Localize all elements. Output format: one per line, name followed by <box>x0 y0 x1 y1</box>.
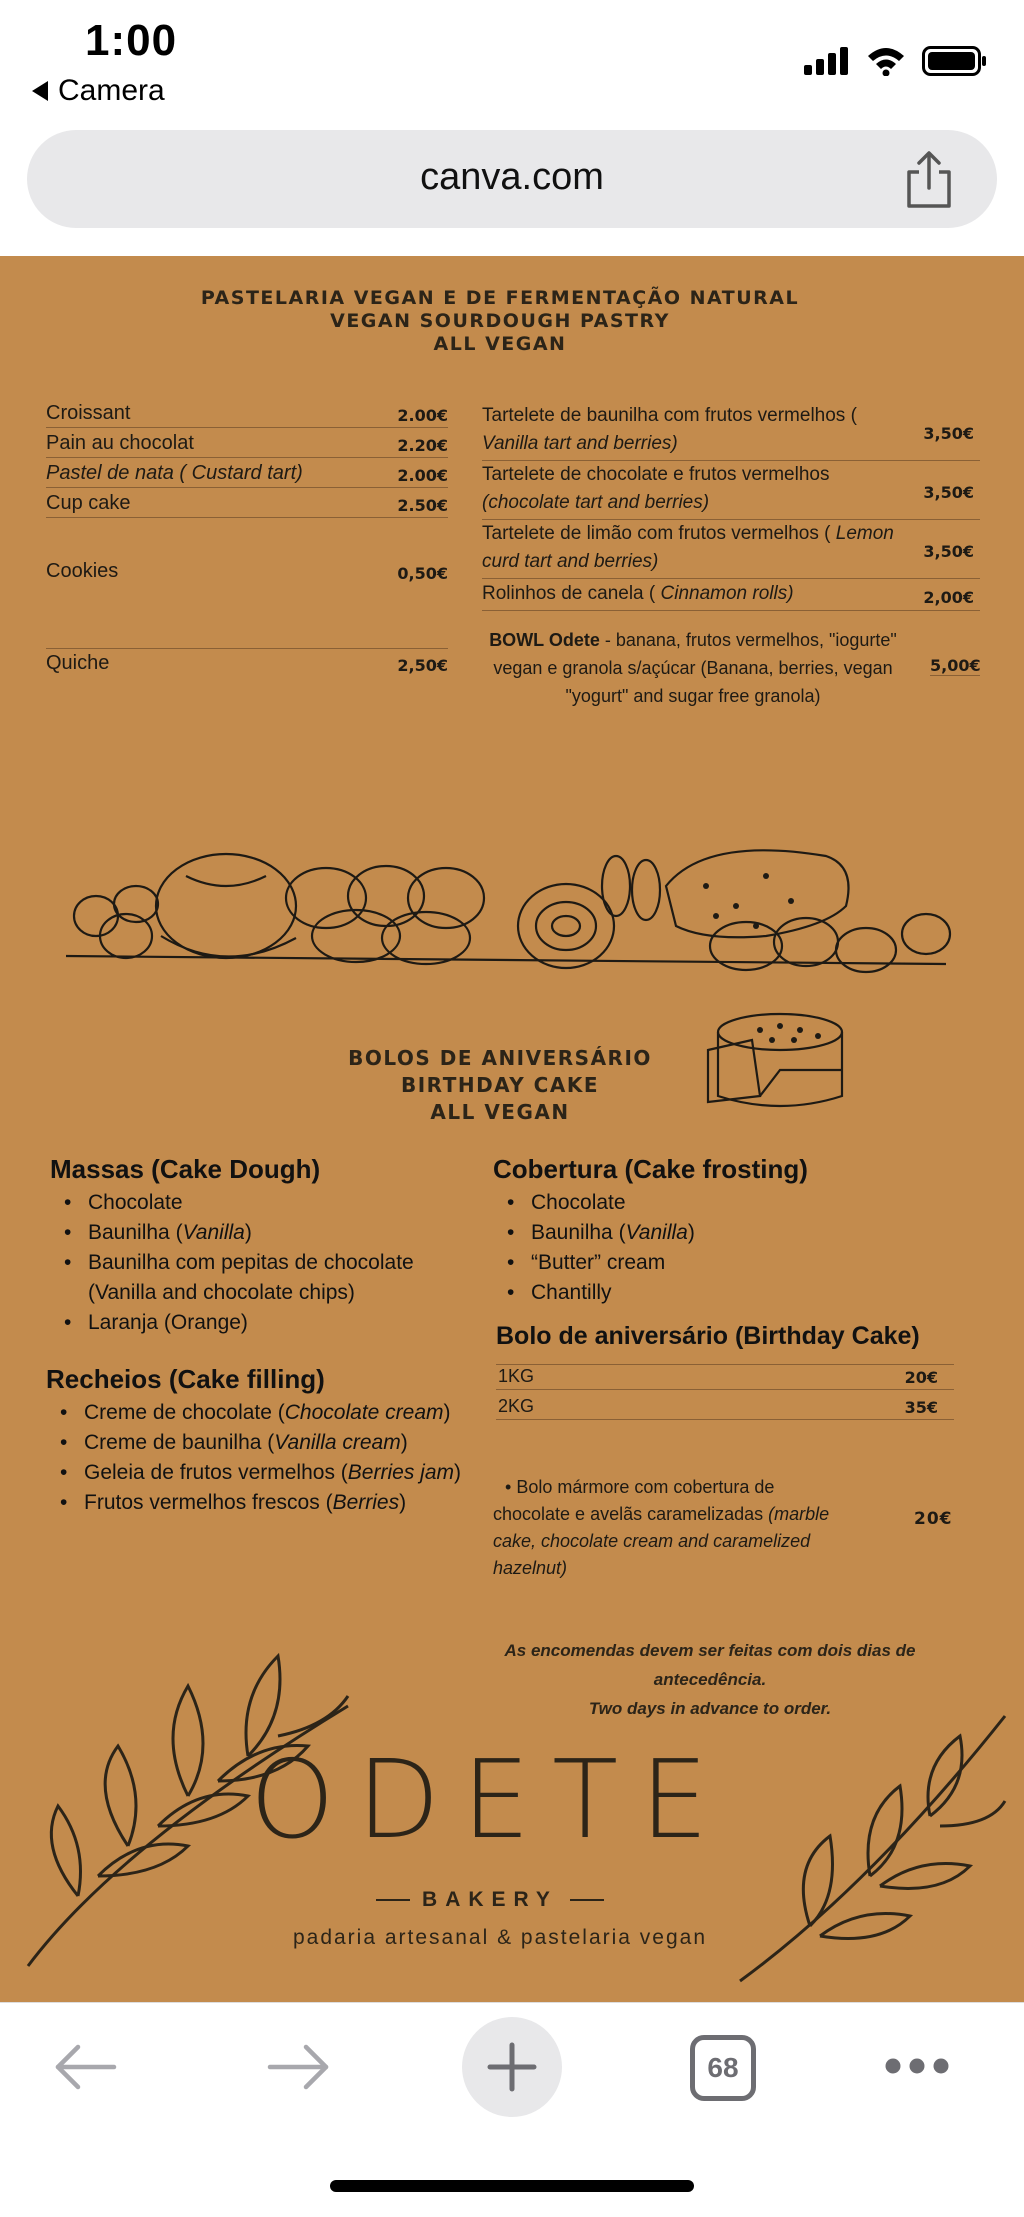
back-triangle-icon <box>32 81 48 101</box>
brand-logo-text: ODETE <box>249 1738 731 1863</box>
wifi-icon <box>866 46 906 76</box>
bread-illustration <box>66 846 956 976</box>
back-to-app-link[interactable] <box>32 74 165 108</box>
cake-illustration <box>700 1010 850 1120</box>
address-bar[interactable] <box>27 130 997 228</box>
menu-item-price: 2.20€ <box>397 436 448 455</box>
menu-item-name-en: Vanilla tart and berries) <box>482 433 678 454</box>
brand-sub <box>360 1888 620 1912</box>
menu-item-name-en: (chocolate tart and berries) <box>482 492 710 513</box>
marble-line-3: cake, chocolate cream and caramelized <box>493 1531 811 1551</box>
status-icons <box>804 46 988 76</box>
menu-item <box>46 652 448 677</box>
menu-item-name: Cookies <box>46 560 119 582</box>
new-tab-button[interactable] <box>462 2017 562 2117</box>
menu-item <box>46 402 448 428</box>
menu-item <box>46 462 448 488</box>
url-text: canva.com <box>420 156 604 198</box>
cake-size-row <box>496 1366 954 1390</box>
tab-count: 68 <box>707 2052 739 2083</box>
status-time: 1:00 <box>85 16 178 65</box>
list-item: • Creme de baunilha (Vanilla cream) <box>46 1428 496 1458</box>
menu-item <box>46 560 448 585</box>
marble-price: 20€ <box>914 1509 953 1529</box>
list-item: • Geleia de frutos vermelhos (Berries jam) <box>46 1458 496 1488</box>
status-bar <box>0 0 1024 120</box>
menu-item <box>482 402 980 461</box>
marble-cake-item: • Bolo mármore com cobertura de chocolate e avelãs caramelizadas (marble cake, chocolate cream and caramelized hazelnut) <box>493 1474 893 1582</box>
menu-item-price: 0,50€ <box>397 564 448 583</box>
menu-item-name: Pain au chocolat <box>46 432 194 454</box>
menu-item-name: Tartelete de chocolate e frutos vermelhos <box>482 464 830 485</box>
list-item: • Frutos vermelhos frescos (Berries) <box>46 1488 496 1518</box>
menu-item-price: 3,50€ <box>923 542 974 561</box>
list-item: • Laranja (Orange) <box>50 1308 470 1338</box>
brand-sub-text: BAKERY <box>422 1888 558 1911</box>
menu-item <box>46 432 448 458</box>
order-note-2: antecedência. <box>653 1670 767 1689</box>
menu-item-name: Croissant <box>46 402 131 424</box>
menu-item-name: Tartelete de limão com frutos vermelhos ( <box>482 523 836 544</box>
menu-item-price: 2.00€ <box>397 466 448 485</box>
menu-item-price: 3,50€ <box>923 424 974 443</box>
frosting-list <box>493 1188 933 1308</box>
share-icon[interactable] <box>901 150 957 210</box>
dough-title: Massas (Cake Dough) <box>50 1154 321 1184</box>
filling-list <box>46 1398 496 1518</box>
bowl-price: 5,00€ <box>930 656 981 675</box>
cake-header-pt: BOLOS DE ANIVERSÁRIO <box>348 1046 652 1070</box>
list-item: • Creme de chocolate (Chocolate cream) <box>46 1398 496 1428</box>
plus-icon <box>486 2041 538 2093</box>
menu-item <box>482 520 980 579</box>
menu-item-price: 2.00€ <box>397 406 448 425</box>
bowl-desc-3: "yogurt" and sugar free granola) <box>565 686 821 706</box>
divider <box>46 648 448 649</box>
menu-item-price: 2.50€ <box>397 496 448 515</box>
menu-item-price: 2,00€ <box>923 588 974 607</box>
more-icon[interactable] <box>884 2057 950 2075</box>
cake-price: 20€ <box>904 1368 938 1387</box>
menu-item-name-en: curd tart and berries) <box>482 551 659 572</box>
cake-size-row <box>496 1396 954 1420</box>
menu-item-name: Quiche <box>46 652 110 674</box>
battery-icon <box>922 46 988 76</box>
order-note-1: As encomendas devem ser feitas com dois dias de <box>504 1641 916 1660</box>
menu-item-price: 2,50€ <box>397 656 448 675</box>
list-item: • Baunilha (Vanilla) <box>493 1218 933 1248</box>
bowl-desc-1: - banana, frutos vermelhos, "iogurte" <box>599 630 897 650</box>
menu-item-name: Rolinhos de canela ( <box>482 583 661 604</box>
menu-image <box>0 256 1024 2002</box>
leaf-branch-right <box>720 1706 1010 1986</box>
filling-title: Recheios (Cake filling) <box>46 1364 325 1394</box>
menu-item-name-en: Lemon <box>835 523 894 544</box>
home-indicator[interactable] <box>330 2180 694 2192</box>
list-item: • Chocolate <box>50 1188 470 1218</box>
list-item: • Chocolate <box>493 1188 933 1218</box>
menu-item <box>482 580 980 611</box>
divider <box>496 1364 954 1365</box>
marble-line-2-en: (marble <box>768 1504 830 1524</box>
pastry-header-vegan: ALL VEGAN <box>433 333 567 355</box>
cake-price: 35€ <box>904 1398 938 1417</box>
marble-line-4: hazelnut) <box>493 1558 568 1578</box>
birthday-title: Bolo de aniversário (Birthday Cake) <box>496 1322 920 1350</box>
list-item: • Baunilha com pepitas de chocolate (Vanilla and chocolate chips) <box>50 1248 470 1308</box>
frosting-title: Cobertura (Cake frosting) <box>493 1154 808 1184</box>
menu-item-name: Tartelete de baunilha com frutos vermelhos ( <box>482 405 857 426</box>
menu-item <box>482 461 980 520</box>
cake-size: 1KG <box>498 1366 535 1386</box>
menu-item <box>46 492 448 518</box>
list-item: • “Butter” cream <box>493 1248 933 1278</box>
list-item: • Chantilly <box>493 1278 933 1308</box>
bowl-desc-2: vegan e granola s/açúcar (Banana, berries, vegan <box>493 658 893 678</box>
back-arrow-icon[interactable] <box>54 2043 118 2091</box>
cake-header-en: BIRTHDAY CAKE <box>401 1073 599 1097</box>
tabs-button[interactable] <box>690 2035 756 2101</box>
bowl-item <box>466 626 920 710</box>
brand-tagline: padaria artesanal & pastelaria vegan <box>292 1926 708 1949</box>
signal-icon <box>804 47 850 75</box>
menu-item-name: Cup cake <box>46 492 131 514</box>
bowl-name: BOWL Odete <box>489 630 600 650</box>
back-app-label: Camera <box>58 74 165 107</box>
cake-size: 2KG <box>498 1396 535 1416</box>
pastry-header-pt: PASTELARIA VEGAN E DE FERMENTAÇÃO NATURAL <box>200 287 800 309</box>
menu-item-name-en: Cinnamon rolls) <box>660 583 794 604</box>
marble-line-1: Bolo mármore com cobertura de <box>516 1477 775 1497</box>
pastry-header-en: VEGAN SOURDOUGH PASTRY <box>330 310 670 332</box>
menu-item-name: Pastel de nata ( Custard tart) <box>46 462 303 484</box>
order-note-3: Two days in advance to order. <box>588 1699 832 1718</box>
cake-header-vegan: ALL VEGAN <box>430 1100 570 1124</box>
list-item: • Baunilha (Vanilla) <box>50 1218 470 1248</box>
dough-list <box>50 1188 470 1338</box>
marble-line-2: chocolate e avelãs caramelizadas <box>493 1504 769 1524</box>
forward-arrow-icon[interactable] <box>266 2043 330 2091</box>
menu-item-price: 3,50€ <box>923 483 974 502</box>
